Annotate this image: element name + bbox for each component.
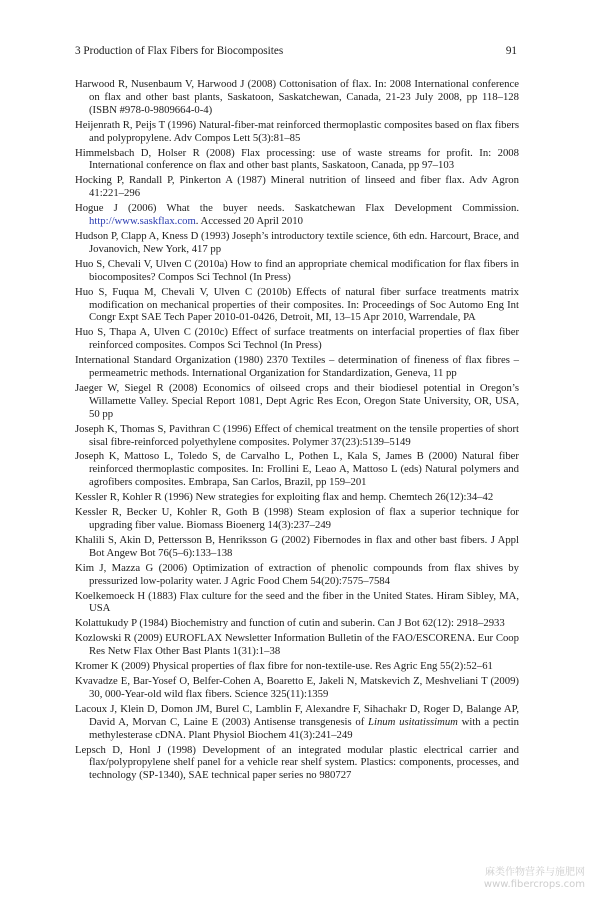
- reference-text: Himmelsbach D, Holser R (2008) Flax processing: use of waste streams for profit. In: 2008 International conference on flax and other bast plants, Saskatoon, Canada, pp 97–103: [75, 146, 519, 172]
- reference-entry: [75, 354, 519, 380]
- reference-entry: [75, 506, 519, 532]
- reference-text: Joseph K, Thomas S, Pavithran C (1996) Effect of chemical treatment on the tensile properties of short sisal fibre-reinforced polyethylene composites. Polymer 37(23):5139–5149: [75, 422, 519, 448]
- reference-text: Koelkemoeck H (1883) Flax culture for the seed and the fiber in the United States. Hiram Sibley, MA, USA: [75, 589, 519, 615]
- chapter-title: 3 Production of Flax Fibers for Biocomposites: [75, 45, 284, 57]
- reference-text-tail: . Accessed 20 April 2010: [195, 215, 303, 228]
- reference-text: Kessler R, Kohler R (1996) New strategies for exploiting flax and hemp. Chemtech 26(12):34–42: [75, 491, 494, 504]
- reference-text: Heijenrath R, Peijs T (1996) Natural-fiber-mat reinforced thermoplastic composites based on flax fibers and polypropylene. Adv Compos Lett 5(3):81–85: [75, 118, 519, 144]
- reference-text: Hudson P, Clapp A, Kness D (1993) Joseph’s introductory textile science, 6th edn. Harcourt, Brace, and Jovanovich, New York, 417 pp: [75, 229, 519, 255]
- reference-entry: [75, 534, 519, 560]
- reference-text: International Standard Organization (1980) 2370 Textiles – determination of fineness of flax fibres – permeametric methods. International Organization for Standardization, Geneva, 11 pp: [75, 354, 519, 380]
- reference-entry: [75, 450, 519, 489]
- reference-text: Lepsch D, Honl J (1998) Development of an integrated modular plastic electrical carrier and flax/polypropylene shelf panel for a vehicle rear shelf system. Plastics: components, processes, and technology (SP-1340), SAE technical paper series no 980727: [75, 743, 519, 782]
- reference-text: Huo S, Thapa A, Ulven C (2010c) Effect of surface treatments on interfacial properties of flax fiber reinforced composites. Compos Sci Technol (In Press): [75, 326, 519, 352]
- reference-text: Huo S, Chevali V, Ulven C (2010a) How to find an appropriate chemical modification for flax fibers in biocomposites? Compos Sci Technol (In Press): [75, 257, 519, 283]
- reference-entry: [75, 202, 519, 228]
- reference-entry: [75, 382, 519, 421]
- watermark-url: www.fibercrops.com: [483, 879, 585, 890]
- reference-list: [75, 78, 519, 784]
- page-number: 91: [505, 45, 517, 57]
- reference-text: Kessler R, Becker U, Kohler R, Goth B (1998) Steam explosion of flax a superior technique for upgrading fiber value. Biomass Bioenerg 14(3):237–249: [75, 506, 519, 531]
- reference-entry: [75, 562, 519, 588]
- reference-text: Kozlowski R (2009) EUROFLAX Newsletter Information Bulletin of the FAO/ESCORENA. Eur Coop Res Netw Flax Other Bast Plants 1(31):1–38: [75, 632, 519, 658]
- reference-text-tail: with a pectin methylesterase cDNA. Plant Physiol Biochem 41(3):241–249: [89, 715, 519, 741]
- reference-entry: [75, 119, 519, 145]
- reference-entry: [75, 147, 519, 173]
- reference-entry: [75, 632, 519, 658]
- reference-text: Huo S, Fuqua M, Chevali V, Ulven C (2010b) Effects of natural fiber surface treatments matrix modification on mechanical properties of their composites. In: Proceedings of Soc Automo Eng Int Congr Expt SAE Tech Paper 2010-01-0426, Detroit, MI, 13–15 Apr 2010, Warrendale, PA: [75, 285, 519, 324]
- site-watermark: [484, 867, 585, 891]
- reference-entry: [75, 491, 519, 504]
- reference-entry: [75, 326, 519, 352]
- reference-entry: [75, 78, 519, 117]
- reference-url-link[interactable]: http://www.saskflax.com: [89, 215, 196, 228]
- reference-text: Lacoux J, Klein D, Domon JM, Burel C, Lamblin F, Alexandre F, Sihachakr D, Roger D, Balange AP, David A, Morvan C, Laine E (2003) Antisense transgenesis of: [75, 702, 519, 728]
- reference-entry: [75, 286, 519, 325]
- reference-entry: [75, 174, 519, 200]
- reference-entry: [75, 660, 519, 673]
- reference-text: Kolattukudy P (1984) Biochemistry and function of cutin and suberin. Can J Bot 62(12): 2918–2933: [75, 617, 505, 630]
- reference-text: Khalili S, Akin D, Pettersson B, Henriksson G (2002) Fibernodes in flax and other bast fibers. J Appl Bot Angew Bot 76(5–6):133–138: [75, 533, 519, 559]
- reference-entry: [75, 703, 519, 742]
- reference-text: Hocking P, Randall P, Pinkerton A (1987) Mineral nutrition of linseed and fiber flax. Adv Agron 41:221–296: [75, 174, 519, 200]
- reference-text: Hogue J (2006) What the buyer needs. Saskatchewan Flax Development Commission.: [75, 202, 519, 215]
- reference-text: Joseph K, Mattoso L, Toledo S, de Carvalho L, Pothen L, Kala S, James B (2000) Natural fiber reinforced thermoplastic composites. In: Frollini E, Leao A, Mattoso L (eds) Natural polymers and agrofibers composites. Embrapa, San Carlos, Brazil, pp 159–201: [75, 450, 519, 489]
- reference-text: Kvavadze E, Bar-Yosef O, Belfer-Cohen A, Boaretto E, Jakeli N, Matskevich Z, Meshveliani T (2009) 30, 000-Year-old wild flax fibers. Science 325(11):1359: [75, 674, 519, 700]
- reference-entry: [75, 617, 519, 630]
- species-name: Linum usitatissimum: [368, 715, 458, 728]
- reference-entry: [75, 258, 519, 284]
- reference-text: Kim J, Mazza G (2006) Optimization of extraction of phenolic compounds from flax shives by pressurized low-polarity water. J Agric Food Chem 54(20):7575–7584: [75, 561, 519, 587]
- watermark-cn: 麻类作物营养与施肥网: [485, 867, 585, 878]
- reference-entry: [75, 590, 519, 616]
- reference-entry: [75, 230, 519, 256]
- reference-entry: [75, 423, 519, 449]
- reference-text: Kromer K (2009) Physical properties of flax fibre for non-textile-use. Res Agric Eng 55(2):52–61: [75, 660, 493, 673]
- reference-text: Harwood R, Nusenbaum V, Harwood J (2008) Cottonisation of flax. In: 2008 International conference on flax and other bast plants, Saskatoon, Saskatchewan, Canada, 21-23 July 2008, pp 118–128 (ISBN #978-0-9809664-0-4): [75, 78, 519, 116]
- reference-entry: [75, 744, 519, 783]
- reference-entry: [75, 675, 519, 701]
- reference-text: Jaeger W, Siegel R (2008) Economics of oilseed crops and their biodiesel potential in Oregon’s Willamette Valley. Special Report 1081, Dept Agric Res Econ, Oregon State University, OR, USA, 50 pp: [75, 381, 519, 420]
